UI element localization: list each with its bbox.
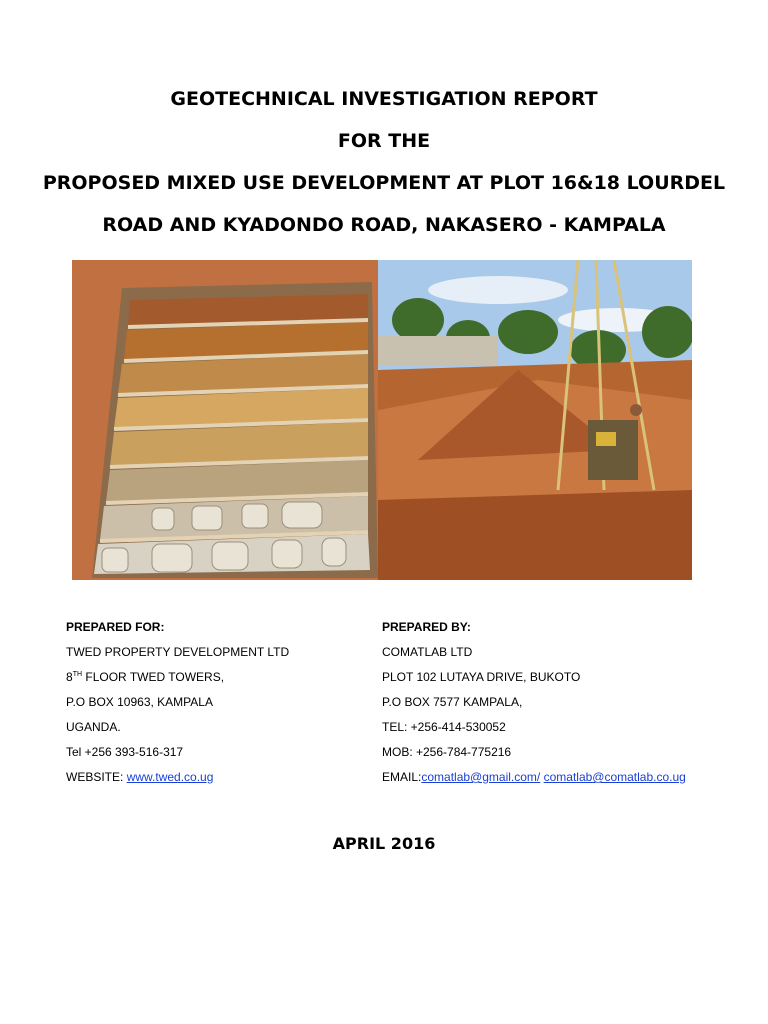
client-tel: Tel +256 393-516-317 [66, 745, 184, 759]
consultant-po-box: P.O BOX 7577 KAMPALA, [382, 695, 523, 709]
client-floor [66, 668, 366, 693]
client-floor-number: 8 [66, 670, 73, 684]
client-floor-rest: FLOOR TWED TOWERS, [82, 670, 225, 684]
title-line-4: ROAD AND KYADONDO ROAD, NAKASERO - KAMPALA [102, 214, 666, 236]
drilling-rig-photo [378, 260, 692, 580]
prepared-by-block [382, 618, 722, 793]
report-date: APRIL 2016 [332, 834, 436, 853]
core-samples-photo [72, 260, 378, 580]
consultant-mob: MOB: +256-784-775216 [382, 745, 512, 759]
prepared-for-block [66, 618, 366, 793]
client-floor-suffix: TH [72, 671, 83, 678]
prepared-by-heading: PREPARED BY: [382, 620, 471, 634]
client-website-link[interactable]: www.twed.co.ug [126, 770, 214, 784]
client-website-label: WEBSITE: [66, 770, 127, 784]
client-country: UGANDA. [66, 720, 121, 734]
prepared-for-heading: PREPARED FOR: [66, 620, 165, 634]
report-title [0, 78, 768, 246]
consultant-tel: TEL: +256-414-530052 [382, 720, 506, 734]
cover-photos [72, 260, 692, 580]
consultant-company: COMATLAB LTD [382, 645, 473, 659]
title-line-1: GEOTECHNICAL INVESTIGATION REPORT [170, 88, 598, 110]
client-website-row [66, 768, 366, 793]
client-po-box: P.O BOX 10963, KAMPALA [66, 695, 213, 709]
consultant-email-link-2[interactable]: comatlab@comatlab.co.ug [543, 770, 686, 784]
title-line-2: FOR THE [337, 130, 431, 152]
consultant-address: PLOT 102 LUTAYA DRIVE, BUKOTO [382, 670, 581, 684]
consultant-email-row [382, 768, 722, 793]
consultant-email-link-1[interactable]: comatlab@gmail.com/ [421, 770, 541, 784]
client-company: TWED PROPERTY DEVELOPMENT LTD [66, 645, 290, 659]
consultant-email-label: EMAIL: [382, 770, 422, 784]
title-line-3: PROPOSED MIXED USE DEVELOPMENT AT PLOT 16&18 LOURDEL [42, 172, 726, 194]
